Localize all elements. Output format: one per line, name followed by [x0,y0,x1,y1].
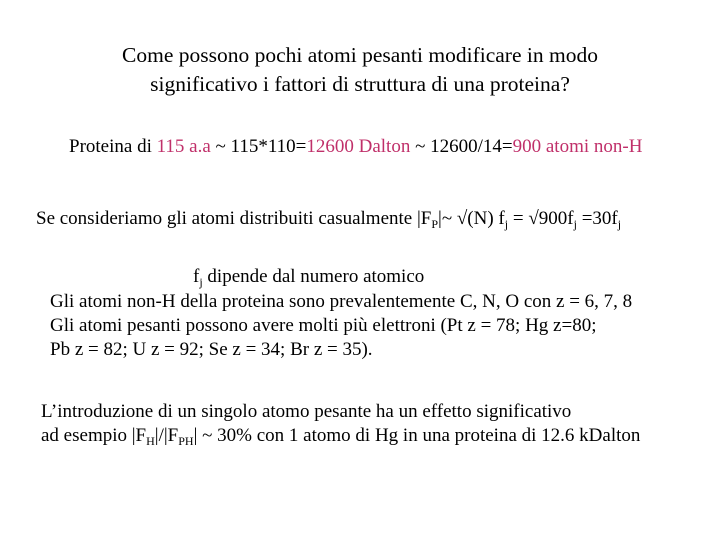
body-line-1: Gli atomi non-H della proteina sono prevalentemente C, N, O con z = 6, 7, 8 [50,291,633,312]
text: Se consideriamo gli atomi distribuiti casualmente |F [36,208,432,229]
text: ~ 115*110= [210,136,307,157]
body-line-3: Pb z = 82; U z = 92; Se z = 34; Br z = 35). [50,339,373,360]
subscript: j [504,217,509,231]
subscript: j [573,217,577,231]
subscript: j [617,217,622,231]
body-line-2: Gli atomi pesanti possono avere molti più elettroni (Pt z = 78; Hg z=80; [50,315,597,336]
highlight-atoms: 900 atomi non-H [512,136,643,157]
text: Proteina di [69,136,157,157]
example-line [41,425,640,447]
intro-line: L’introduzione di un singolo atomo pesante ha un effetto significativo [41,401,572,422]
text: f [193,266,200,287]
text: ad esempio |F [41,425,147,446]
text: |/|F [154,425,179,446]
text: ~ 12600/14= [410,136,513,157]
text: | ~ 30% con 1 atomo di Hg in una proteina di 12.6 kDalton [193,425,641,446]
subscript: H [146,434,155,448]
text: = √900f [508,208,574,229]
text: |~ √(N) f [438,208,505,229]
fj-dependence [193,266,424,288]
highlight-dalton: 12600 Dalton [306,136,411,157]
protein-calculation [69,136,642,158]
slide-title-line-1: Come possono pochi atomi pesanti modificare in modo [122,43,598,67]
text: =30f [576,208,618,229]
subscript: j [199,275,203,289]
random-distribution-formula [36,208,621,230]
subscript: PH [178,434,194,448]
text: dipende dal numero atomico [202,266,425,287]
subscript: P [431,217,439,231]
highlight-aa: 115 a.a [156,136,211,157]
slide-title-line-2: significativo i fattori di struttura di una proteina? [150,72,570,96]
